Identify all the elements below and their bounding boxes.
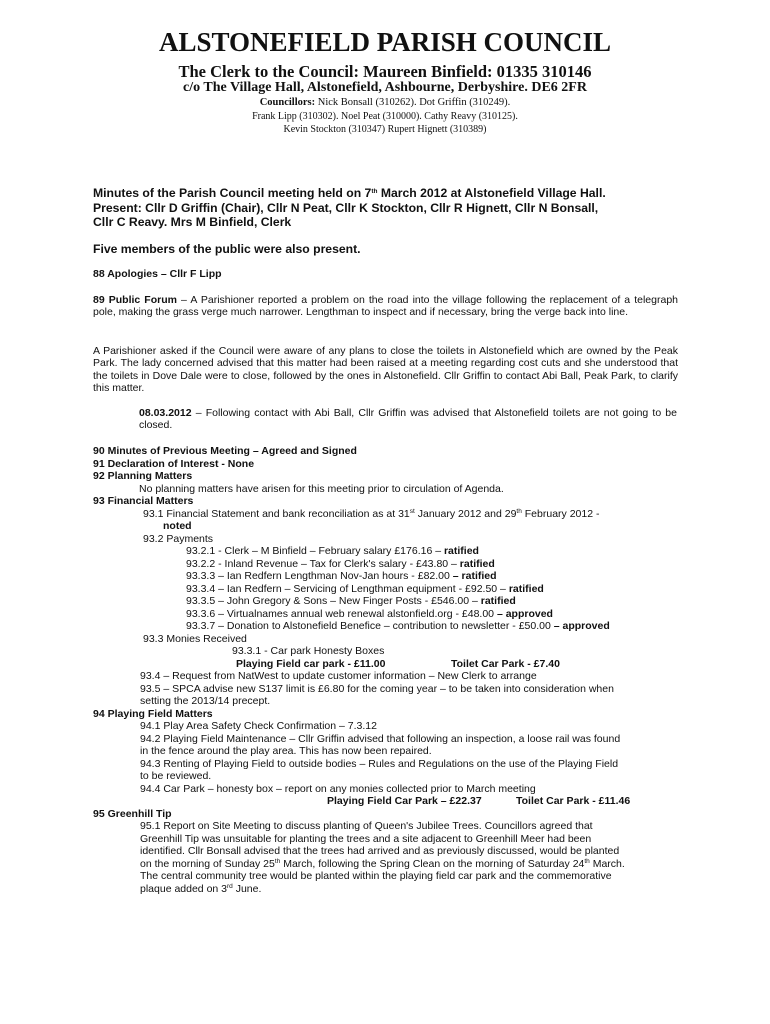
fin-931-sup2: th (516, 508, 522, 515)
maintenance-2: in the fence around the play area. This has now been repaired. (140, 745, 432, 757)
update-text: – Following contact with Abi Ball, Cllr Griffin was advised that Alstonefield toilets are not going to be closed. (139, 407, 677, 432)
payment-text: 93.3.5 – John Gregory & Sons – New Finger Posts - £546.00 – (186, 595, 481, 607)
pf-playing-field-amount: Playing Field Car Park – £22.37 (327, 795, 482, 807)
payment-status: ratified (459, 558, 495, 570)
payment-status: ratified (480, 595, 516, 607)
greenhill-line-3: identified. Cllr Bonsall advised that the trees had arrived and as previously discussed, would be planted (140, 845, 620, 857)
payment-item (186, 595, 516, 607)
gt-4-sup1: th (274, 858, 281, 865)
gt-6-sup: rd (227, 883, 233, 890)
item-88-apologies: 88 Apologies – Cllr F Lipp (93, 268, 222, 280)
payment-status: ratified (443, 545, 479, 557)
clerk-contact-line: The Clerk to the Council: Maureen Binfield: 01335 310146 (178, 62, 592, 81)
honesty-boxes: 93.3.1 - Car park Honesty Boxes (232, 645, 385, 657)
payments-heading: 93.2 Payments (143, 533, 214, 545)
planning-text: No planning matters have arisen for this meeting prior to circulation of Agenda. (139, 483, 504, 495)
fin-931-text-b: January 2012 and 29 (414, 508, 517, 520)
heading-text: Minutes of the Parish Council meeting held on 7 (93, 186, 372, 200)
councillors-label: Councillors: (259, 97, 316, 108)
spca-limit-2: setting the 2013/14 precept. (140, 695, 271, 707)
toilets-paragraph: A Parishioner asked if the Council were aware of any plans to close the toilets in Alstonefield which are owned by the Peak Park. The lady concerned advised that this matter had been raised at a meeting regarding cost cuts and she understood that the toilets in Dove Dale were to close, followed by the ones in Alstonefield. Cllr Griffin to contact Abi Ball, Peak Park, to clarify this matter. (93, 345, 678, 395)
present-line-2: Cllr C Reavy. Mrs M Binfield, Clerk (93, 215, 292, 229)
payment-status: – approved (553, 620, 610, 632)
payment-text: 93.3.6 – Virtualnames annual web renewal alstonfield.org - £48.00 (186, 608, 497, 620)
item-95-greenhill-tip: 95 Greenhill Tip (93, 808, 172, 820)
toilets-update (139, 407, 677, 432)
item-93-financial: 93 Financial Matters (93, 495, 194, 507)
heading-sup: th (371, 188, 378, 195)
play-area-check: 94.1 Play Area Safety Check Confirmation – 7.3.12 (140, 720, 377, 732)
gt-6-text-b: June. (232, 883, 262, 895)
fin-931-sup1: st (409, 508, 415, 515)
payment-text: 93.3.3 – Ian Redfern Lengthman Nov-Jan hours - £82.00 (186, 570, 453, 582)
payment-item (186, 583, 544, 595)
renting-2: to be reviewed. (140, 770, 212, 782)
spca-limit-1: 93.5 – SPCA advise new S137 limit is £6.80 for the coming year – to be taken into consideration when (140, 683, 614, 695)
payment-item (186, 570, 497, 582)
natwest-request: 93.4 – Request from NatWest to update customer information – New Clerk to arrange (140, 670, 537, 682)
greenhill-line-6 (140, 883, 261, 895)
greenhill-line-1: 95.1 Report on Site Meeting to discuss planting of Queen's Jubilee Trees. Councillors agreed that (140, 820, 593, 832)
payment-status: ratified (508, 583, 544, 595)
payment-text: 93.2.1 - Clerk – M Binfield – February salary £176.16 – (186, 545, 444, 557)
gt-4-text-c: March. (589, 858, 625, 870)
monies-received-heading: 93.3 Monies Received (143, 633, 247, 645)
council-title: ALSTONEFIELD PARISH COUNCIL (158, 27, 612, 57)
renting-1: 94.3 Renting of Playing Field to outside bodies – Rules and Regulations on the use of the Playing Field (140, 758, 619, 770)
gt-4-text-b: March, following the Spring Clean on the morning of Saturday 24 (280, 858, 585, 870)
payment-item (186, 608, 553, 620)
public-present: Five members of the public were also present. (93, 242, 361, 256)
councillors-names-1: Nick Bonsall (310262). Dot Griffin (310249). (315, 97, 511, 108)
gt-4-sup2: th (584, 858, 590, 865)
forum-text: – A Parishioner reported a problem on the road into the village following the replacement of a telegraph pole, making the grass verge much narrower. Lengthman to inspect and if necessary, bring the verge back into line. (93, 294, 678, 319)
payment-text: 93.3.7 – Donation to Alstonefield Benefice – contribution to newsletter - £50.00 (186, 620, 554, 632)
address-line: c/o The Village Hall, Alstonefield, Ashbourne, Derbyshire. DE6 2FR (183, 80, 587, 95)
playing-field-car-park-amount: Playing Field car park - £11.00 (236, 658, 386, 670)
payment-status: – ratified (452, 570, 497, 582)
heading-text-end: March 2012 at Alstonefield Village Hall. (377, 186, 606, 200)
car-park-honesty: 94.4 Car Park – honesty box – report on any monies collected prior to March meeting (140, 783, 536, 795)
gt-6-text: plaque added on 3 (140, 883, 227, 895)
item-92-planning: 92 Planning Matters (93, 470, 193, 482)
item-94-playing-field: 94 Playing Field Matters (93, 708, 213, 720)
payment-text: 93.3.4 – Ian Redfern – Servicing of Lengthman equipment - £92.50 – (186, 583, 509, 595)
greenhill-line-2: Greenhill Tip was unsuitable for planting the trees and a site adjacent to Greenhill Meer had been (140, 833, 592, 845)
maintenance-1: 94.2 Playing Field Maintenance – Cllr Griffin advised that following an inspection, a loose rail was found (140, 733, 621, 745)
gt-4-text: on the morning of Sunday 25 (140, 858, 275, 870)
present-line-1: Present: Cllr D Griffin (Chair), Cllr N Peat, Cllr K Stockton, Cllr R Hignett, Cllr N Bonsall, (93, 201, 599, 215)
payment-status: – approved (496, 608, 553, 620)
forum-title: 89 Public Forum (93, 294, 177, 306)
fin-931-text-c: February 2012 - (521, 508, 600, 520)
item-91-declaration: 91 Declaration of Interest - None (93, 458, 255, 470)
pf-toilet-amount: Toilet Car Park - £11.46 (516, 795, 631, 807)
item-90-minutes: 90 Minutes of Previous Meeting – Agreed and Signed (93, 445, 357, 457)
payment-item (186, 558, 495, 570)
greenhill-line-4 (140, 858, 625, 870)
financial-statement-noted: noted (163, 520, 192, 532)
councillors-line-1 (0, 97, 770, 108)
financial-statement (143, 508, 599, 520)
councillors-line-2: Frank Lipp (310302). Noel Peat (310000). Cathy Reavy (310125). (252, 111, 518, 122)
councillors-line-3: Kevin Stockton (310347) Rupert Hignett (310389) (283, 124, 487, 135)
greenhill-line-5: The central community tree would be planted within the playing field car park and the commemorative (140, 870, 612, 882)
item-89-public-forum (93, 294, 678, 319)
update-date: 08.03.2012 (139, 407, 192, 419)
fin-931-text: 93.1 Financial Statement and bank reconciliation as at 31 (143, 508, 410, 520)
minutes-heading (93, 186, 606, 200)
payment-item (186, 545, 479, 557)
payment-text: 93.2.2 - Inland Revenue – Tax for Clerk's salary - £43.80 – (186, 558, 460, 570)
toilet-car-park-amount: Toilet Car Park - £7.40 (451, 658, 560, 670)
payment-item (186, 620, 610, 632)
